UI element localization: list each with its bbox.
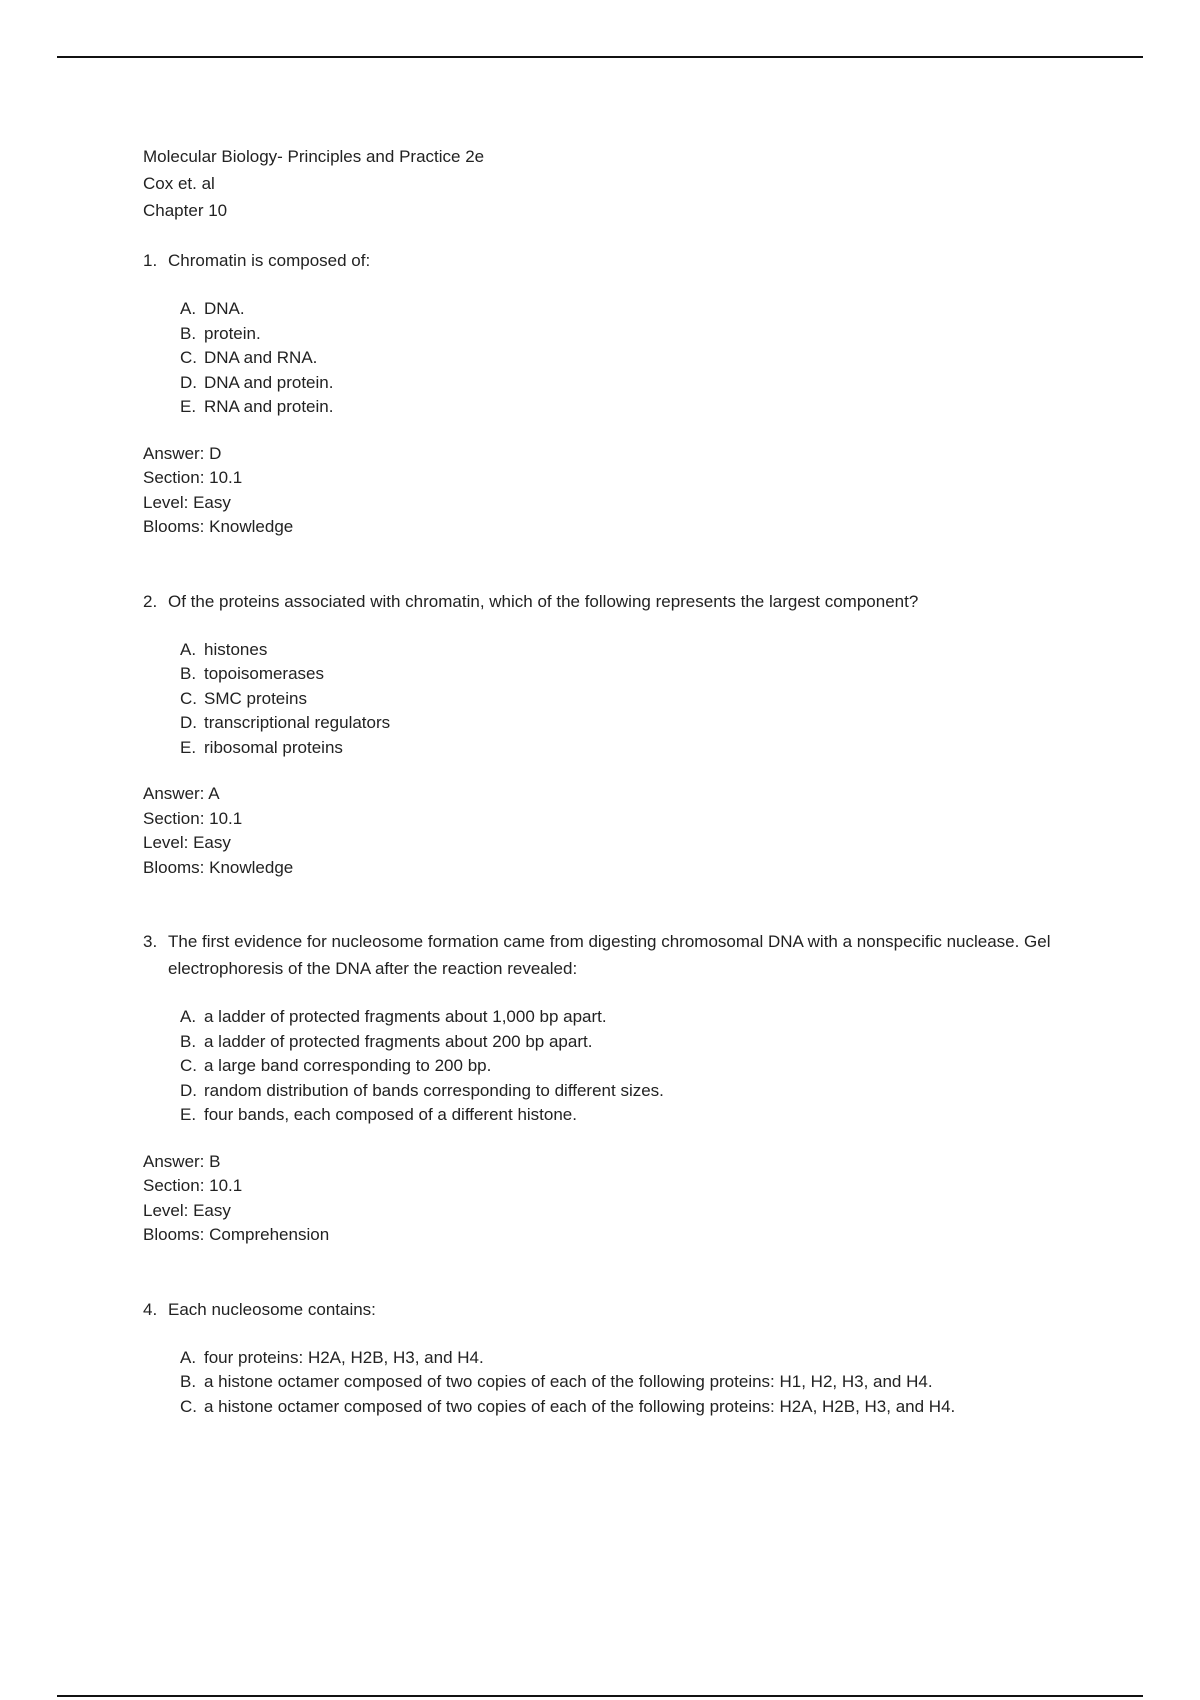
option-b — [180, 1370, 1083, 1395]
question-text: Chromatin is composed of: — [168, 251, 371, 270]
section-line: Section: 10.1 — [143, 468, 243, 487]
option-c — [180, 1395, 1083, 1420]
question-text: The first evidence for nucleosome formation came from digesting chromosomal DNA with a nonspecific nuclease. Gel electrophoresis of the DNA after the reaction revealed: — [168, 932, 1051, 978]
option-text: four proteins: H2A, H2B, H3, and H4. — [204, 1347, 484, 1367]
option-text: DNA and RNA. — [204, 348, 318, 367]
option-letter: A. — [180, 639, 197, 659]
question-stem — [143, 588, 1083, 615]
option-b — [180, 1030, 1083, 1055]
top-rule — [57, 56, 1143, 58]
option-letter: C. — [180, 1056, 197, 1075]
option-text: random distribution of bands corresponding to different sizes. — [204, 1080, 664, 1100]
document-body — [143, 143, 1083, 1441]
answer-options — [143, 297, 1083, 420]
question-number: 4. — [143, 1299, 158, 1319]
option-text: ribosomal proteins — [204, 737, 343, 757]
option-text: topoisomerases — [204, 664, 325, 683]
question-number: 1. — [143, 251, 158, 270]
question-stem — [143, 247, 1083, 274]
option-letter: D. — [180, 713, 197, 732]
option-text: four bands, each composed of a different histone. — [204, 1105, 577, 1124]
option-text: histones — [204, 639, 268, 659]
option-letter: B. — [180, 1372, 197, 1391]
section-line: Section: 10.1 — [143, 808, 243, 828]
option-a — [180, 1005, 1083, 1030]
option-c — [180, 1054, 1083, 1079]
option-text: a histone octamer composed of two copies of each of the following proteins: H2A, H2B, H3, and H4. — [204, 1396, 956, 1416]
option-text: DNA and protein. — [204, 372, 334, 392]
option-letter: B. — [180, 1031, 197, 1051]
section-line: Section: 10.1 — [143, 1176, 243, 1195]
question-stem — [143, 928, 1083, 982]
level-line: Level: Easy — [143, 833, 231, 852]
answer-options — [143, 1005, 1083, 1128]
answer-options — [143, 638, 1083, 761]
answer-options — [143, 1346, 1083, 1420]
option-d — [180, 371, 1083, 396]
option-text: a ladder of protected fragments about 200 bp apart. — [204, 1031, 593, 1051]
option-letter: C. — [180, 348, 197, 367]
option-a — [180, 638, 1083, 663]
option-letter: D. — [180, 1080, 197, 1100]
option-letter: B. — [180, 664, 197, 683]
question-4 — [143, 1296, 1083, 1420]
question-meta — [143, 442, 1083, 540]
option-letter: E. — [180, 737, 197, 757]
answer-line: Answer: A — [143, 784, 220, 803]
level-line: Level: Easy — [143, 492, 231, 512]
chapter-label: Chapter 10 — [143, 201, 228, 220]
level-line: Level: Easy — [143, 1200, 231, 1220]
document-header — [143, 143, 1083, 224]
option-a — [180, 297, 1083, 322]
question-meta — [143, 1150, 1083, 1248]
option-b — [180, 662, 1083, 687]
option-text: protein. — [204, 323, 261, 343]
question-3 — [143, 928, 1083, 1248]
option-letter: D. — [180, 372, 197, 392]
option-letter: C. — [180, 1396, 197, 1416]
blooms-line: Blooms: Knowledge — [143, 857, 294, 877]
option-text: RNA and protein. — [204, 397, 334, 416]
option-text: transcriptional regulators — [204, 713, 391, 732]
option-b — [180, 322, 1083, 347]
option-e — [180, 736, 1083, 761]
option-letter: A. — [180, 299, 197, 318]
answer-line: Answer: D — [143, 443, 222, 463]
option-c — [180, 346, 1083, 371]
option-d — [180, 1079, 1083, 1104]
option-letter: A. — [180, 1007, 197, 1026]
book-title: Molecular Biology- Principles and Practice 2e — [143, 147, 485, 166]
question-meta — [143, 782, 1083, 880]
option-e — [180, 1103, 1083, 1128]
option-letter: E. — [180, 397, 197, 416]
question-number: 3. — [143, 932, 158, 951]
question-stem — [143, 1296, 1083, 1323]
option-e — [180, 395, 1083, 420]
question-2 — [143, 588, 1083, 881]
option-text: a histone octamer composed of two copies of each of the following proteins: H1, H2, H3, and H4. — [204, 1372, 933, 1391]
option-text: SMC proteins — [204, 688, 307, 708]
question-text: Each nucleosome contains: — [168, 1299, 376, 1319]
option-d — [180, 711, 1083, 736]
option-a — [180, 1346, 1083, 1371]
blooms-line: Blooms: Knowledge — [143, 517, 294, 536]
answer-line: Answer: B — [143, 1151, 221, 1171]
bottom-rule — [57, 1695, 1143, 1697]
question-text: Of the proteins associated with chromatin, which of the following represents the largest component? — [168, 591, 919, 611]
option-letter: A. — [180, 1347, 197, 1367]
question-number: 2. — [143, 591, 158, 611]
option-letter: B. — [180, 323, 197, 343]
option-text: DNA. — [204, 299, 245, 318]
option-c — [180, 687, 1083, 712]
question-1 — [143, 247, 1083, 540]
book-authors: Cox et. al — [143, 174, 215, 193]
blooms-line: Blooms: Comprehension — [143, 1225, 330, 1244]
option-text: a ladder of protected fragments about 1,000 bp apart. — [204, 1007, 607, 1026]
option-letter: E. — [180, 1105, 197, 1124]
option-letter: C. — [180, 688, 197, 708]
option-text: a large band corresponding to 200 bp. — [204, 1056, 492, 1075]
